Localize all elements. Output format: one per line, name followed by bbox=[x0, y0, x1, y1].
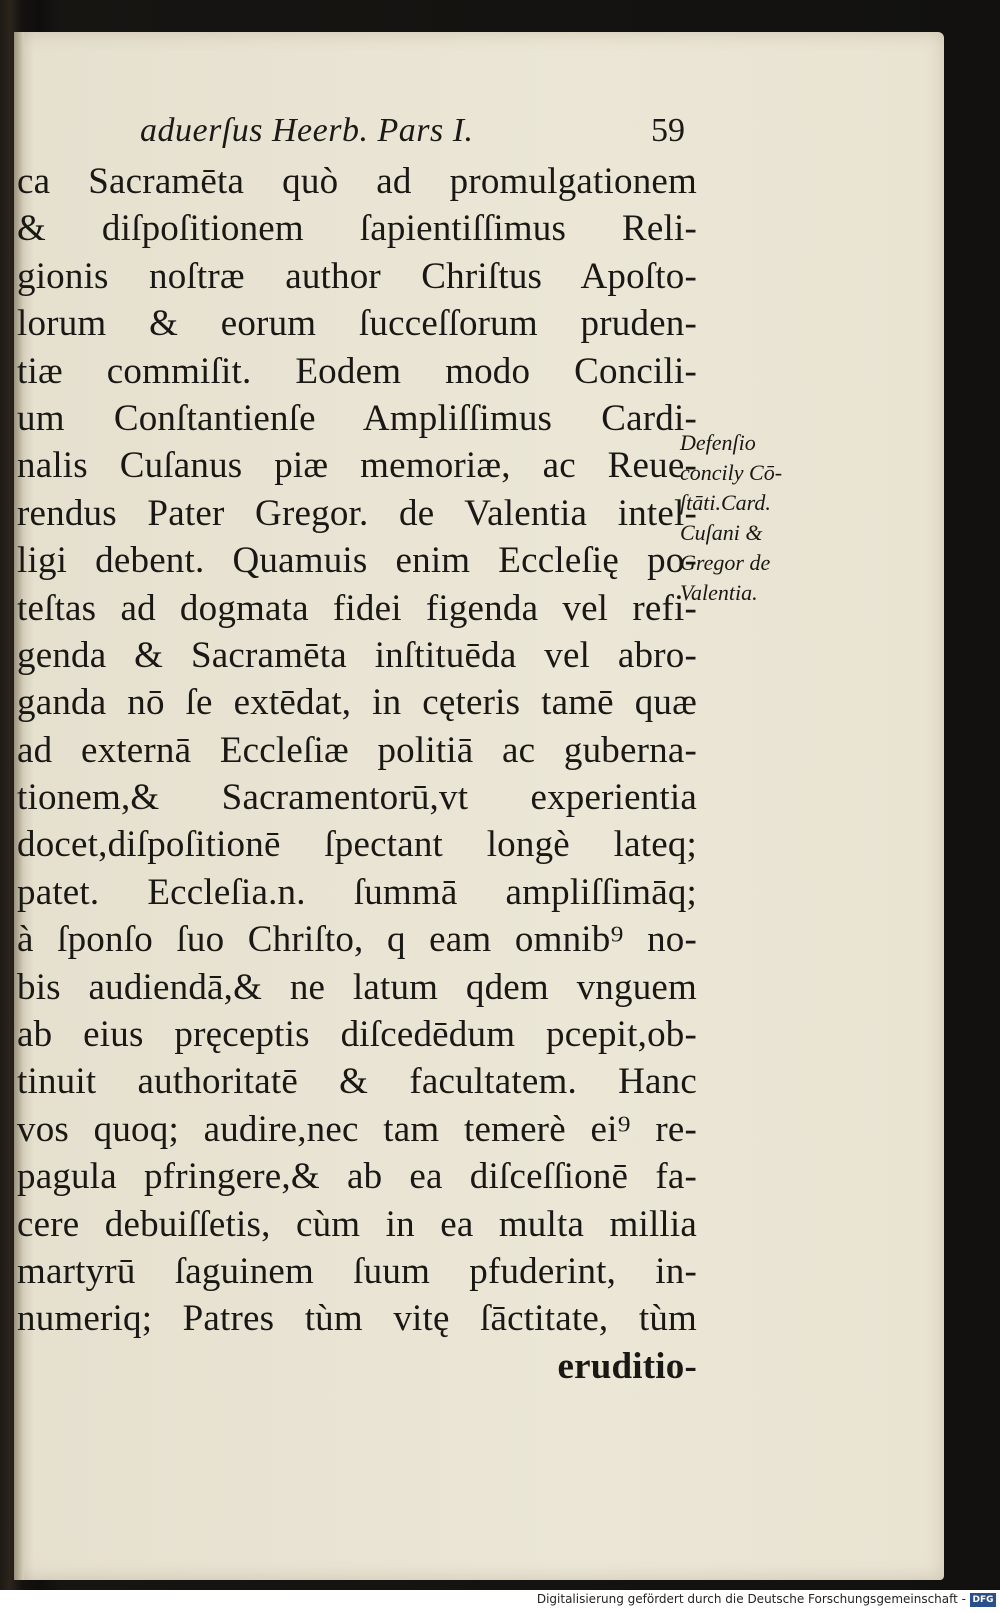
text-line: um Conſtantienſe Ampliſſimus Cardi- bbox=[17, 397, 697, 439]
page-header bbox=[140, 112, 685, 156]
text-line: lorum & eorum ſucceſſorum pruden- bbox=[17, 303, 697, 345]
text-line: gionis noſtræ author Chriſtus Apoſto- bbox=[17, 255, 697, 297]
text-line: ad externā Eccleſiæ politiā ac guberna- bbox=[17, 729, 697, 771]
margin-note-line: ſtāti.Card. bbox=[680, 490, 771, 515]
text-line: cere debuiſſetis, cùm in ea multa millia bbox=[17, 1203, 697, 1245]
text-line: numeriq; Patres tùm vitę ſāctitate, tùm bbox=[17, 1298, 697, 1340]
margin-note-line: Valentia. bbox=[680, 580, 758, 605]
margin-note-line: Cuſani & bbox=[680, 520, 763, 545]
text-line: rendus Pater Gregor. de Valentia intel- bbox=[17, 492, 697, 534]
page-number: 59 bbox=[651, 112, 685, 149]
margin-note bbox=[680, 428, 830, 608]
margin-note-line: concily Cō- bbox=[680, 460, 783, 485]
text-line: patet. Eccleſia.n. ſummā ampliſſimāq; bbox=[17, 871, 697, 913]
text-line: vos quoq; audire,nec tam temerè ei⁹ re- bbox=[17, 1108, 697, 1150]
margin-note-line: Defenſio bbox=[680, 430, 756, 455]
digitization-credit: Digitalisierung gefördert durch die Deutsche Forschungsgemeinschaft - bbox=[536, 1592, 966, 1606]
text-line: ganda nō ſe extēdat, in cęteris tamē quæ bbox=[17, 682, 697, 724]
text-line: docet,diſpoſitionē ſpectant longè lateq; bbox=[17, 824, 697, 866]
margin-note-line: Gregor de bbox=[680, 550, 771, 575]
footer-bar bbox=[0, 1590, 1000, 1613]
text-line: & diſpoſitionem ſapientiſſimus Reli- bbox=[17, 208, 697, 250]
dfg-logo: DFG bbox=[970, 1593, 996, 1607]
text-line: tionem,& Sacramentorū,vt experientia bbox=[17, 777, 697, 819]
text-line: genda & Sacramēta inſtituēda vel abro- bbox=[17, 634, 697, 676]
body-text bbox=[17, 158, 697, 1390]
text-line: martyrū ſaguinem ſuum pfuderint, in- bbox=[17, 1250, 697, 1292]
text-line: tiæ commiſit. Eodem modo Concili- bbox=[17, 350, 697, 392]
text-line: à ſponſo ſuo Chriſto, q eam omnib⁹ no- bbox=[17, 919, 697, 961]
text-line: bis audiendā,& ne latum qdem vnguem bbox=[17, 966, 697, 1008]
text-line: nalis Cuſanus piæ memoriæ, ac Reue- bbox=[17, 445, 697, 487]
running-title: aduerſus Heerb. Pars I. bbox=[140, 112, 474, 149]
text-line: pagula pfringere,& ab ea diſceſſionē fa- bbox=[17, 1156, 697, 1198]
text-line: ligi debent. Quamuis enim Eccleſię po- bbox=[17, 540, 697, 582]
text-line: tinuit authoritatē & facultatem. Hanc bbox=[17, 1061, 697, 1103]
text-line: teſtas ad dogmata fidei figenda vel refi- bbox=[17, 587, 697, 629]
catchword: eruditio- bbox=[557, 1345, 697, 1387]
text-line: ca Sacramēta quò ad promulgationem bbox=[17, 161, 697, 202]
text-line: ab eius pręceptis diſcedēdum pcepit,ob- bbox=[17, 1014, 697, 1056]
